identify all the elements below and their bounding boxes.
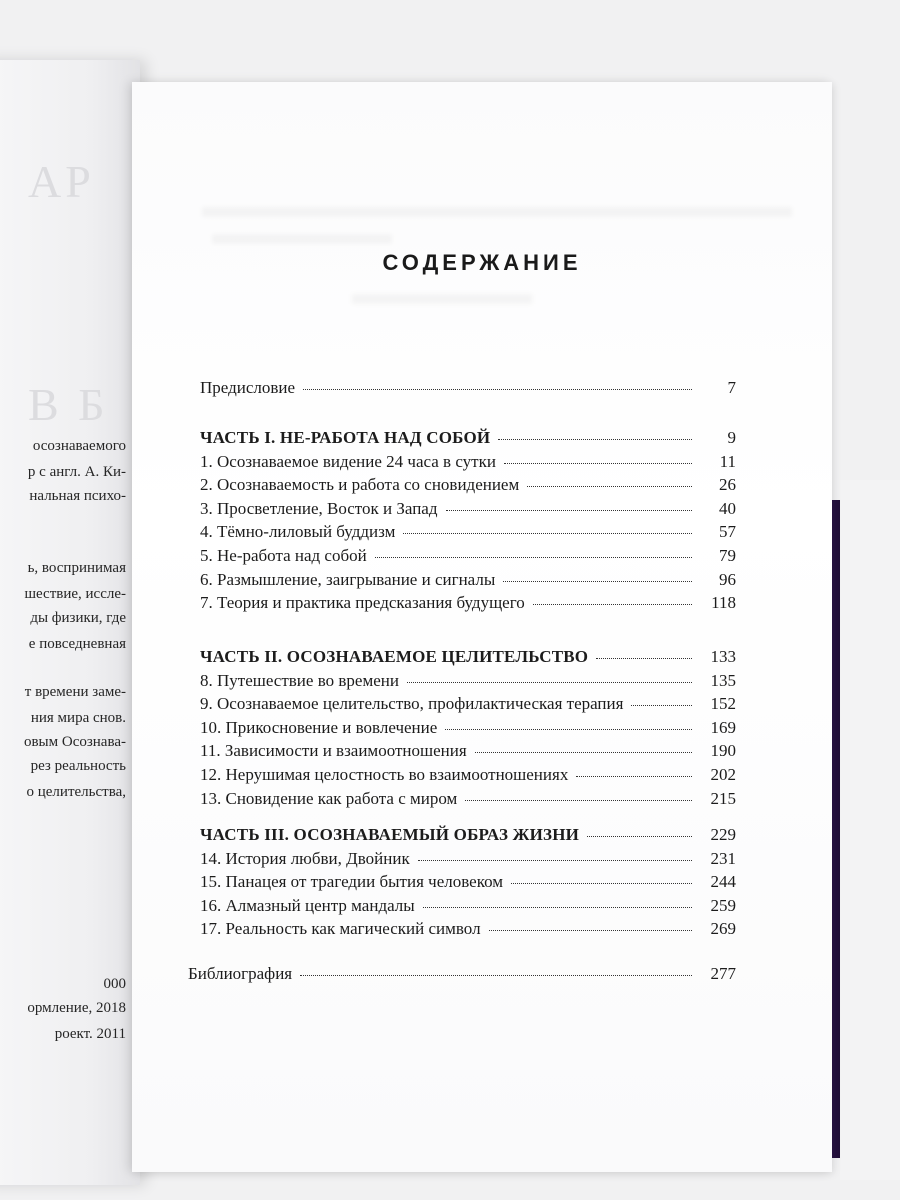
toc-part-heading-page-number: 9 xyxy=(727,428,736,447)
toc-chapter-label: 2. Осознаваемость и работа со сновидением xyxy=(200,475,520,495)
left-page-line: рез реальность xyxy=(30,758,126,774)
left-page-line: е повседневная xyxy=(28,636,126,652)
toc-chapter-page-number: 190 xyxy=(710,741,736,761)
left-page-line: шествие, иссле- xyxy=(24,586,126,602)
left-page-line: ния мира снов. xyxy=(30,710,126,726)
toc-preface-label: Предисловие xyxy=(200,378,296,397)
dot-leader xyxy=(576,775,692,777)
toc-chapter-label: 16. Алмазный центр мандалы xyxy=(200,895,415,915)
dot-leader xyxy=(596,657,692,659)
left-page-line: 000 xyxy=(103,976,126,992)
dot-leader xyxy=(418,859,692,861)
toc-chapter xyxy=(200,475,736,497)
toc-part-heading-label: ЧАСТЬ III. ОСОЗНАВАЕМЫЙ ОБРАЗ ЖИЗНИ xyxy=(200,825,580,844)
toc-chapter-label: 7. Теория и практика предсказания будущего xyxy=(200,593,525,613)
toc-chapter-page-number: 11 xyxy=(719,451,736,471)
toc-chapter-label: 5. Не-работа над собой xyxy=(200,546,367,565)
toc-chapter xyxy=(200,546,736,568)
dot-leader xyxy=(498,438,692,440)
dot-leader xyxy=(533,603,692,605)
toc-part-heading-label: ЧАСТЬ II. ОСОЗНАВАЕМОЕ ЦЕЛИТЕЛЬСТВО xyxy=(200,647,589,666)
toc-chapter-page-number: 96 xyxy=(719,569,736,589)
dot-leader xyxy=(407,681,692,683)
toc-chapter-page-number: 244 xyxy=(710,872,736,892)
left-page-line: овым Осознава- xyxy=(23,734,126,750)
toc-chapter xyxy=(200,452,736,474)
contents-page xyxy=(132,82,832,1172)
dot-leader xyxy=(587,835,692,837)
toc-chapter-page-number: 202 xyxy=(710,765,736,784)
dot-leader xyxy=(375,556,692,558)
toc-chapter xyxy=(200,849,736,871)
toc-chapter-page-number: 269 xyxy=(710,919,736,939)
toc-chapter-page-number: 231 xyxy=(710,848,736,868)
toc-bibliography xyxy=(188,964,736,986)
toc-chapter-label: 4. Тёмно-лиловый буддизм xyxy=(200,522,396,542)
toc-chapter-label: 3. Просветление, Восток и Запад xyxy=(200,498,438,518)
toc-chapter-page-number: 169 xyxy=(710,717,736,737)
left-page-line: р с англ. А. Ки- xyxy=(27,464,126,480)
dot-leader xyxy=(489,929,692,931)
toc-chapter-page-number: 79 xyxy=(719,546,736,565)
toc-chapter-page-number: 259 xyxy=(710,895,736,915)
toc-chapter xyxy=(200,789,736,811)
dot-leader xyxy=(511,882,692,884)
background-surface xyxy=(840,480,900,1180)
toc-part-heading-page-number: 133 xyxy=(710,647,736,666)
left-page-line: т времени заме- xyxy=(24,684,126,700)
toc-chapter-label: 15. Панацея от трагедии бытия человеком xyxy=(200,872,504,892)
toc-chapter xyxy=(200,765,736,787)
left-page-ghost-letters: В Б xyxy=(28,379,109,430)
dot-leader xyxy=(423,906,692,908)
left-page-line: ормление, 2018 xyxy=(27,1000,126,1016)
toc-part-heading-page-number: 229 xyxy=(710,825,736,844)
dot-leader xyxy=(631,704,692,706)
toc-chapter-page-number: 215 xyxy=(710,788,736,808)
toc-chapter-label: 12. Нерушимая целостность во взаимоотношениях xyxy=(200,765,569,784)
toc-chapter xyxy=(200,718,736,740)
toc-chapter xyxy=(200,522,736,544)
toc-chapter-page-number: 135 xyxy=(710,670,736,690)
toc-chapter xyxy=(200,919,736,941)
toc-part-heading-label: ЧАСТЬ I. НЕ-РАБОТА НАД СОБОЙ xyxy=(200,428,491,447)
toc-chapter-label: 10. Прикосновение и вовлечение xyxy=(200,717,438,737)
show-through-text xyxy=(212,234,392,244)
dot-leader xyxy=(445,728,692,730)
toc-chapter xyxy=(200,671,736,693)
left-page xyxy=(0,60,140,1185)
left-page-line: о целительства, xyxy=(26,784,126,800)
left-page-ghost-heading: АР xyxy=(28,156,95,207)
left-page-line: роект. 2011 xyxy=(54,1026,126,1042)
dot-leader xyxy=(527,485,692,487)
toc-chapter-label: 9. Осознаваемое целительство, профилактическая терапия xyxy=(200,694,624,714)
toc-chapter-label: 17. Реальность как магический символ xyxy=(200,919,481,939)
left-page-line: ды физики, где xyxy=(30,610,126,626)
dot-leader xyxy=(504,462,692,464)
toc-chapter xyxy=(200,872,736,894)
toc-chapter-label: 14. История любви, Двойник xyxy=(200,848,410,868)
toc-chapter-label: 13. Сновидение как работа с миром xyxy=(200,788,458,808)
toc-chapter xyxy=(200,896,736,918)
toc-part-heading xyxy=(200,647,736,669)
left-page-line: осознаваемого xyxy=(32,438,126,454)
dot-leader xyxy=(475,751,692,753)
toc-chapter xyxy=(200,741,736,763)
dot-leader xyxy=(465,799,692,801)
dot-leader xyxy=(303,388,692,390)
toc-chapter-page-number: 40 xyxy=(719,498,736,518)
toc-chapter-page-number: 118 xyxy=(711,593,736,613)
toc-bibliography-label: Библиография xyxy=(188,964,293,983)
dot-leader xyxy=(446,509,693,511)
toc-chapter-page-number: 57 xyxy=(719,522,736,542)
show-through-text xyxy=(352,294,532,304)
toc-chapter xyxy=(200,694,736,716)
toc-heading: СОДЕРЖАНИЕ xyxy=(382,250,582,275)
toc-chapter-page-number: 26 xyxy=(719,475,736,495)
toc-chapter xyxy=(200,499,736,521)
toc-part-heading xyxy=(200,825,736,847)
toc-part-heading xyxy=(200,428,736,450)
toc-preface xyxy=(200,378,736,400)
toc-bibliography-page-number: 277 xyxy=(710,964,736,983)
toc-chapter-page-number: 152 xyxy=(710,694,736,714)
show-through-text xyxy=(202,207,792,217)
dot-leader xyxy=(300,974,692,976)
toc-preface-page-number: 7 xyxy=(727,378,736,397)
toc-chapter-label: 8. Путешествие во времени xyxy=(200,670,399,690)
left-page-line: нальная психо- xyxy=(29,488,126,504)
dot-leader xyxy=(403,532,692,534)
toc-chapter-label: 1. Осознаваемое видение 24 часа в сутки xyxy=(200,451,496,471)
dot-leader xyxy=(503,580,692,582)
toc-chapter-label: 11. Зависимости и взаимоотношения xyxy=(200,741,467,761)
toc-chapter xyxy=(200,593,736,615)
toc-chapter xyxy=(200,570,736,592)
left-page-line: ь, воспринимая xyxy=(27,560,126,576)
toc-chapter-label: 6. Размышление, заигрывание и сигналы xyxy=(200,569,496,589)
